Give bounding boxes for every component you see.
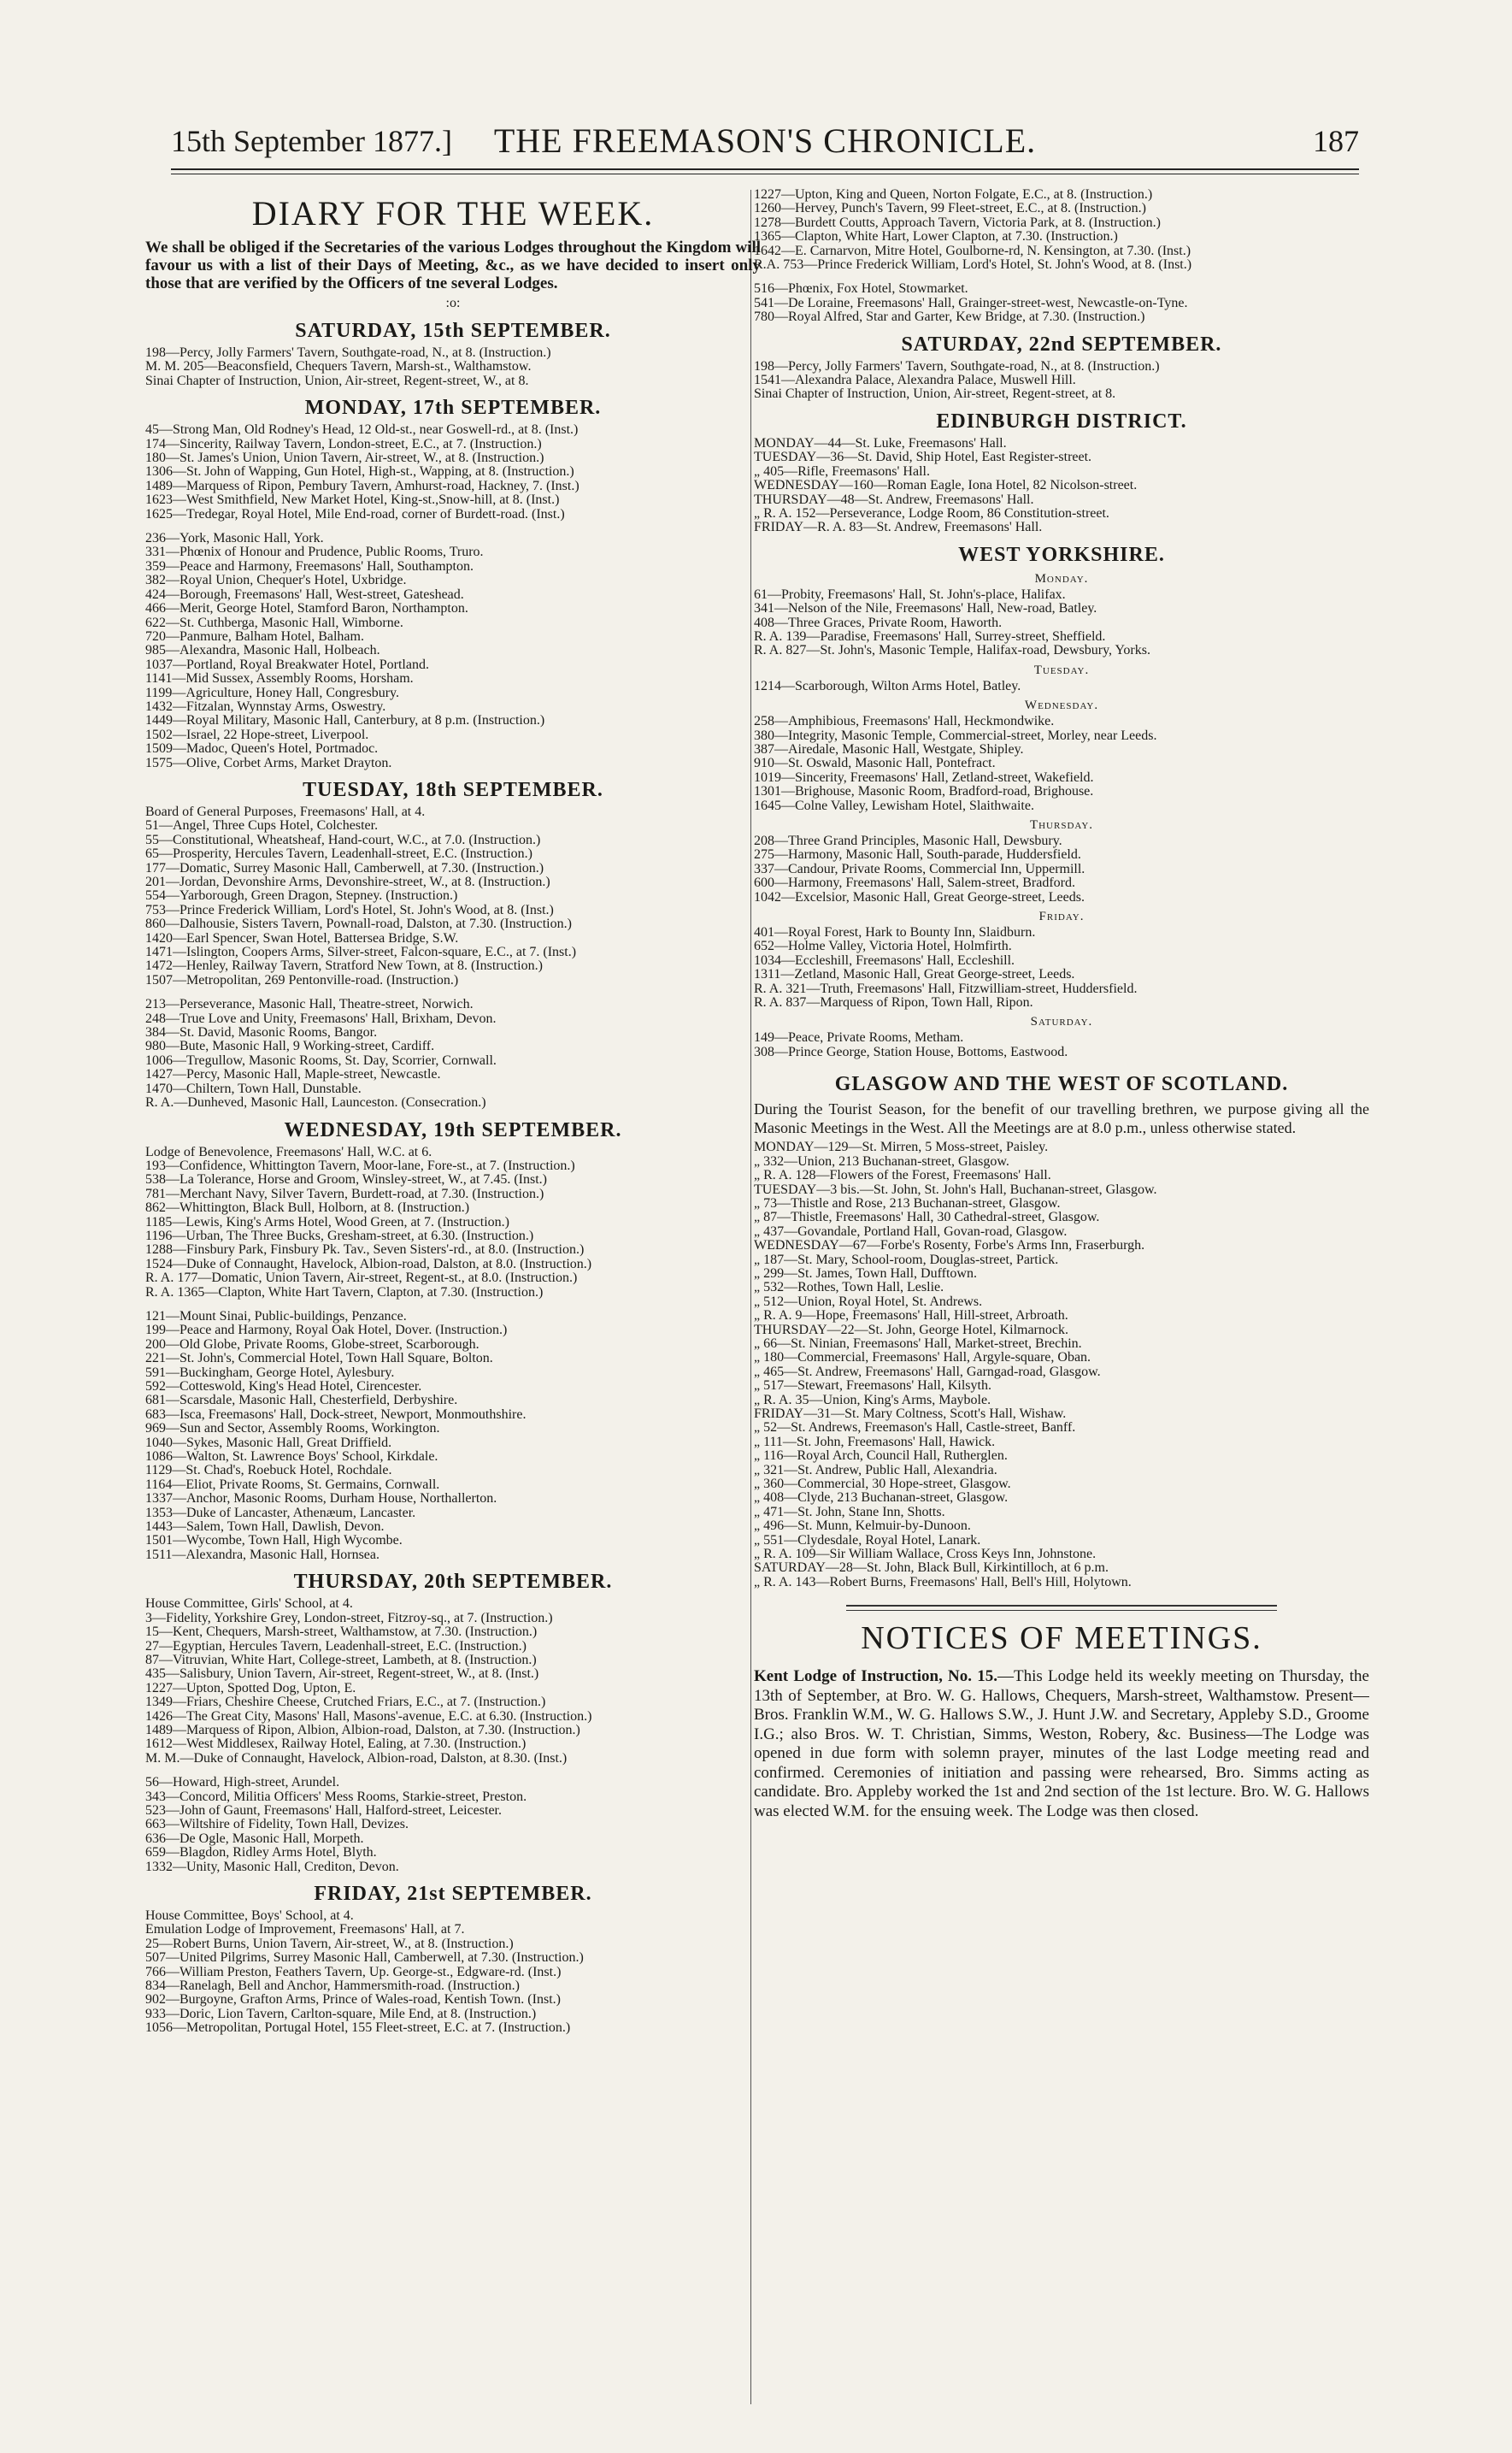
lodge-entry: 780—Royal Alfred, Star and Garter, Kew Bridge, at 7.30. (Instruction.) (754, 310, 1145, 325)
lodge-entry: „ 116—Royal Arch, Council Hall, Rutherglen. (754, 1449, 1008, 1464)
lodge-entry: 331—Phœnix of Honour and Prudence, Public Rooms, Truro. (145, 545, 484, 560)
lodge-entry: 1141—Mid Sussex, Assembly Rooms, Horsham. (145, 672, 414, 687)
lodge-entry: 834—Ranelagh, Bell and Anchor, Hammersmith-road. (Instruction.) (145, 1979, 520, 1994)
lodge-entry: 1426—The Great City, Masons' Hall, Masons'-avenue, E.C. at 6.30. (Instruction.) (145, 1709, 592, 1724)
lodge-entry: Lodge of Benevolence, Freemasons' Hall, W.C. at 6. (145, 1145, 432, 1159)
notice-kent-lodge (754, 1667, 1369, 1821)
lodge-entry: 1311—Zetland, Masonic Hall, Great George-street, Leeds. (754, 968, 1075, 982)
lodge-entry: 1056—Metropolitan, Portugal Hotel, 155 Fleet-street, E.C. at 7. (Instruction.) (145, 2021, 571, 2036)
diary-days (145, 320, 761, 2036)
lodge-entry: 1037—Portland, Royal Breakwater Hotel, Portland. (145, 657, 429, 672)
lodge-entry: 61—Probity, Freemasons' Hall, St. John's-place, Halifax. (754, 587, 1066, 602)
edinburgh-entries (754, 437, 1369, 535)
continued-entries (754, 188, 1369, 272)
left-column (145, 188, 761, 2428)
lodge-entry: 359—Peace and Harmony, Freemasons' Hall, Southampton. (145, 559, 474, 574)
lodge-entry: 720—Panmure, Balham Hotel, Balham. (145, 629, 364, 644)
lodge-entry: Board of General Purposes, Freemasons' Hall, at 4. (145, 805, 426, 819)
lodge-entry: 198—Percy, Jolly Farmers' Tavern, Southgate-road, N., at 8. (Instruction.) (145, 346, 551, 360)
lodge-entry: 592—Cotteswold, King's Head Hotel, Cirencester. (145, 1380, 422, 1394)
lodge-entry: „ 299—St. James, Town Hall, Dufftown. (754, 1266, 977, 1281)
lodge-entry: 663—Wiltshire of Fidelity, Town Hall, Devizes. (145, 1818, 409, 1832)
weekday-subheading: Tuesday. (1033, 663, 1090, 677)
lodge-entry: 753—Prince Frederick William, Lord's Hotel, St. John's Wood, at 8. (Inst.) (145, 903, 554, 917)
day-heading: FRIDAY, 21st SEPTEMBER. (314, 1883, 592, 1905)
lodge-entry: 1432—Fitzalan, Wynnstay Arms, Oswestry. (145, 699, 386, 714)
saturday-22-entries (754, 360, 1369, 402)
weekday-subheading: Wednesday. (1024, 699, 1099, 713)
lodge-entry: TUESDAY—36—St. David, Ship Hotel, East Register-street. (754, 451, 1092, 465)
lodge-entry: M. M. 205—Beaconsfield, Chequers Tavern, Marsh-st., Walthamstow. (145, 360, 532, 374)
lodge-entry: 87—Vitruvian, White Hart, College-street, Lambeth, at 8. (Instruction.) (145, 1653, 537, 1667)
lodge-entry: „ 551—Clydesdale, Royal Hotel, Lanark. (754, 1533, 981, 1548)
lodge-entry: TUESDAY—3 bis.—St. John, St. John's Hall, Buchanan-street, Glasgow. (754, 1182, 1157, 1197)
spacer (145, 1766, 761, 1776)
lodge-entry: 174—Sincerity, Railway Tavern, London-street, E.C., at 7. (Instruction.) (145, 437, 542, 451)
lodge-entry: 149—Peace, Private Rooms, Metham. (754, 1031, 964, 1046)
lodge-entry: 401—Royal Forest, Hark to Bounty Inn, Slaidburn. (754, 926, 1036, 941)
lodge-entry: House Committee, Boys' School, at 4. (145, 1909, 354, 1923)
lodge-entry: 1227—Upton, King and Queen, Norton Folgate, E.C., at 8. (Instruction.) (754, 188, 1153, 202)
lodge-entry: SATURDAY—28—St. John, Black Bull, Kirkintilloch, at 6 p.m. (754, 1561, 1109, 1576)
weekday-subheading: Thursday. (1029, 818, 1094, 832)
lodge-entry: 969—Sun and Sector, Assembly Rooms, Workington. (145, 1422, 440, 1436)
lodge-entry: 1164—Eliot, Private Rooms, St. Germains, Cornwall. (145, 1477, 440, 1492)
lodge-entry: 466—Merit, George Hotel, Stamford Baron, Northampton. (145, 602, 468, 616)
lodge-entry: 1260—Hervey, Punch's Tavern, 99 Fleet-street, E.C., at 8. (Instruction.) (754, 202, 1146, 216)
lodge-entry: 554—Yarborough, Green Dragon, Stepney. (Instruction.) (145, 889, 458, 904)
lodge-entry: 538—La Tolerance, Horse and Groom, Winsley-street, W., at 7.45. (Inst.) (145, 1173, 547, 1188)
lodge-entry: 177—Domatic, Surrey Masonic Hall, Camberwell, at 7.30. (Instruction.) (145, 861, 544, 876)
lodge-entry: „ 512—Union, Royal Hotel, St. Andrews. (754, 1294, 983, 1309)
weekday-subheading: Saturday. (1030, 1015, 1093, 1029)
lodge-entry: M. M.—Duke of Connaught, Havelock, Albion-road, Dalston, at 8.30. (Inst.) (145, 1751, 568, 1766)
lodge-entry: 781—Merchant Navy, Silver Tavern, Burdett-road, at 7.30. (Instruction.) (145, 1187, 544, 1201)
west-yorkshire-entries (754, 572, 1369, 1060)
lodge-entry: „ 360—Commercial, 30 Hope-street, Glasgow. (754, 1477, 1011, 1492)
lodge-entry: „ R. A. 35—Union, King's Arms, Maybole. (754, 1393, 991, 1407)
section-rule-thin (846, 1610, 1277, 1611)
lodge-entry: 1086—Walton, St. Lawrence Boys' School, Kirkdale. (145, 1450, 438, 1465)
diary-notice: We shall be obliged if the Secretaries of the various Lodges throughout the Kingdom will favour us with a list of their Days of Meeting, &c., as we have decided to insert only those that are verified by the Officers of tne several Lodges. (145, 239, 761, 292)
lodge-entry: „ 66—St. Ninian, Freemasons' Hall, Market-street, Brechin. (754, 1336, 1082, 1351)
lodge-entry: 1645—Colne Valley, Lewisham Hotel, Slaithwaite. (754, 799, 1034, 813)
lodge-entry: 337—Candour, Private Rooms, Commercial Inn, Uppermill. (754, 862, 1085, 876)
lodge-entry: 1420—Earl Spencer, Swan Hotel, Battersea Bridge, S.W. (145, 931, 459, 946)
lodge-entry: 1501—Wycombe, Town Hall, High Wycombe. (145, 1534, 403, 1548)
lodge-entry: 1199—Agriculture, Honey Hall, Congresbury. (145, 686, 399, 700)
lodge-entry: 1185—Lewis, King's Arms Hotel, Wood Green, at 7. (Instruction.) (145, 1215, 509, 1229)
lodge-entry: 1196—Urban, The Three Bucks, Gresham-street, at 6.30. (Instruction.) (145, 1229, 534, 1243)
lodge-entry: 1288—Finsbury Park, Finsbury Pk. Tav., Seven Sisters'-rd., at 8.0. (Instruction.) (145, 1243, 585, 1258)
lodge-entry: 1502—Israel, 22 Hope-street, Liverpool. (145, 728, 369, 742)
lodge-entry: 380—Integrity, Masonic Temple, Commercial-street, Morley, near Leeds. (754, 728, 1157, 743)
lodge-entry: „ 87—Thistle, Freemasons' Hall, 30 Cathedral-street, Glasgow. (754, 1211, 1100, 1225)
lodge-entry: 1489—Marquess of Ripon, Pembury Tavern, Amhurst-road, Hackney, 7. (Inst.) (145, 479, 580, 493)
lodge-entry: 382—Royal Union, Chequer's Hotel, Uxbridge. (145, 574, 407, 588)
lodge-entry: 985—Alexandra, Masonic Hall, Holbeach. (145, 644, 380, 658)
day-heading: WEDNESDAY, 19th SEPTEMBER. (284, 1118, 622, 1141)
lodge-entry: 201—Jordan, Devonshire Arms, Devonshire-street, W., at 8. (Instruction.) (145, 876, 550, 889)
publication-title: THE FREEMASON'S CHRONICLE. (493, 121, 1037, 160)
lodge-entry: 933—Doric, Lion Tavern, Carlton-square, Mile End, at 8. (Instruction.) (145, 2007, 537, 2021)
lodge-entry: 600—Harmony, Freemasons' Hall, Salem-street, Bradford. (754, 876, 1075, 891)
lodge-entry: 1625—Tredegar, Royal Hotel, Mile End-road, corner of Burdett-road. (Inst.) (145, 507, 565, 522)
lodge-entry: 221—St. John's, Commercial Hotel, Town Hall Square, Bolton. (145, 1352, 493, 1366)
lodge-entry: 1472—Henley, Railway Tavern, Stratford New Town, at 8. (Instruction.) (145, 959, 543, 974)
day-heading: MONDAY, 17th SEPTEMBER. (304, 397, 602, 420)
lodge-entry: „ 405—Rifle, Freemasons' Hall. (754, 464, 930, 479)
lodge-entry: 387—Airedale, Masonic Hall, Westgate, Shipley. (754, 742, 1024, 757)
lodge-entry: „ 496—St. Munn, Kelmuir-by-Dunoon. (754, 1519, 971, 1534)
lodge-entry: 1489—Marquess of Ripon, Albion, Albion-road, Dalston, at 7.30. (Instruction.) (145, 1723, 580, 1737)
lodge-entry: „ 437—Govandale, Portland Hall, Govan-road, Glasgow. (754, 1224, 1068, 1239)
lodge-entry: 248—True Love and Unity, Freemasons' Hall, Brixham, Devon. (145, 1011, 497, 1026)
lodge-entry: „ 471—St. John, Stane Inn, Shotts. (754, 1505, 945, 1519)
lodge-entry: 1507—Metropolitan, 269 Pentonville-road. (Instruction.) (145, 973, 459, 988)
lodge-entry: 659—Blagdon, Ridley Arms Hotel, Blyth. (145, 1846, 377, 1860)
lodge-entry: 1301—Brighouse, Masonic Room, Bradford-road, Brighouse. (754, 785, 1094, 799)
lodge-entry: 384—St. David, Masonic Rooms, Bangor. (145, 1026, 378, 1041)
lodge-entry: 523—John of Gaunt, Freemasons' Hall, Halford-street, Leicester. (145, 1803, 502, 1818)
lodge-entry: 622—St. Cuthberga, Masonic Hall, Wimborne. (145, 616, 403, 630)
page-header (171, 120, 1359, 164)
lodge-entry: „ R. A. 152—Perseverance, Lodge Room, 86 Constitution-street. (754, 506, 1109, 521)
lodge-entry: 1623—West Smithfield, New Market Hotel, King-st.,Snow-hill, at 8. (Inst.) (145, 493, 560, 508)
lodge-entry: 408—Three Graces, Private Room, Haworth. (754, 616, 1003, 630)
lodge-entry: 1443—Salem, Town Hall, Dawlish, Devon. (145, 1520, 385, 1535)
lodge-entry: THURSDAY—22—St. John, George Hotel, Kilmarnock. (754, 1323, 1068, 1337)
lodge-entry: 200—Old Globe, Private Rooms, Globe-street, Scarborough. (145, 1337, 479, 1352)
lodge-entry: 1278—Burdett Coutts, Approach Tavern, Victoria Park, at 8. (Instruction.) (754, 215, 1161, 230)
lodge-entry: 199—Peace and Harmony, Royal Oak Hotel, Dover. (Instruction.) (145, 1324, 508, 1338)
lodge-entry: 766—William Preston, Feathers Tavern, Up. George-st., Edgware-rd. (Inst.) (145, 1965, 562, 1979)
notice-lead: Kent Lodge of Instruction, No. 15. (754, 1667, 997, 1686)
lodge-entry: 275—Harmony, Masonic Hall, South-parade, Huddersfield. (754, 848, 1081, 863)
lodge-entry: MONDAY—44—St. Luke, Freemasons' Hall. (754, 436, 1007, 451)
lodge-entry: 343—Concord, Militia Officers' Mess Rooms, Starkie-street, Preston. (145, 1790, 527, 1804)
lodge-entry: 1040—Sykes, Masonic Hall, Great Driffield. (145, 1436, 392, 1450)
continued-entries-provincial (754, 282, 1369, 324)
lodge-entry: 1511—Alexandra, Masonic Hall, Hornsea. (145, 1548, 379, 1562)
lodge-entry: 1470—Chiltern, Town Hall, Dunstable. (145, 1082, 362, 1096)
lodge-entry: „ 187—St. Mary, School-room, Douglas-street, Partick. (754, 1253, 1059, 1267)
spacer (754, 272, 1369, 282)
lodge-entry: FRIDAY—R. A. 83—St. Andrew, Freemasons' Hall. (754, 521, 1043, 535)
lodge-entry: 435—Salisbury, Union Tavern, Air-street, Regent-street, W., at 8. (Inst.) (145, 1667, 539, 1682)
lodge-entry: 1524—Duke of Connaught, Havelock, Albion-road, Dalston, at 8.0. (Instruction.) (145, 1257, 592, 1271)
lodge-entry: THURSDAY—48—St. Andrew, Freemasons' Hall. (754, 492, 1034, 507)
day-heading: SATURDAY, 15th SEPTEMBER. (295, 320, 611, 342)
lodge-entry: 25—Robert Burns, Union Tavern, Air-street, W., at 8. (Instruction.) (145, 1937, 514, 1951)
lodge-entry: 1365—Clapton, White Hart, Lower Clapton, at 7.30. (Instruction.) (754, 230, 1118, 245)
lodge-entry: 65—Prosperity, Hercules Tavern, Leadenhall-street, E.C. (Instruction.) (145, 847, 532, 862)
lodge-entry: 902—Burgoyne, Grafton Arms, Prince of Wales-road, Kentish Town. (Inst.) (145, 1993, 561, 2008)
lodge-entry: 652—Holme Valley, Victoria Hotel, Holmfirth. (754, 940, 1012, 954)
lodge-entry: „ R. A. 143—Robert Burns, Freemasons' Hall, Bell's Hill, Holytown. (754, 1575, 1132, 1589)
lodge-entry: R. A.—Dunheved, Masonic Hall, Launceston. (Consecration.) (145, 1096, 486, 1111)
lodge-entry: „ R. A. 109—Sir William Wallace, Cross Keys Inn, Johnstone. (754, 1548, 1097, 1562)
lodge-entry: 121—Mount Sinai, Public-buildings, Penzance. (145, 1309, 407, 1324)
lodge-entry: R. A. 837—Marquess of Ripon, Town Hall, Ripon. (754, 996, 1033, 1011)
west-yorkshire-title: WEST YORKSHIRE. (958, 543, 1165, 566)
lodge-entry: 1449—Royal Military, Masonic Hall, Canterbury, at 8 p.m. (Instruction.) (145, 714, 545, 728)
lodge-entry: 1471—Islington, Coopers Arms, Silver-street, Falcon-square, E.C., at 7. (Inst.) (145, 946, 577, 960)
spacer (145, 522, 761, 532)
glasgow-title: GLASGOW AND THE WEST OF SCOTLAND. (834, 1073, 1289, 1096)
lodge-entry: FRIDAY—31—St. Mary Coltness, Scott's Hall, Wishaw. (754, 1407, 1067, 1421)
lodge-entry: 1337—Anchor, Masonic Rooms, Durham House, Northallerton. (145, 1492, 497, 1507)
lodge-entry: 1034—Eccleshill, Freemasons' Hall, Eccleshill. (754, 953, 1015, 968)
weekday-subheading: Friday. (1038, 910, 1085, 924)
lodge-entry: House Committee, Girls' School, at 4. (145, 1597, 353, 1612)
lodge-entry: 1332—Unity, Masonic Hall, Crediton, Devon. (145, 1860, 399, 1874)
lodge-entry: 541—De Loraine, Freemasons' Hall, Grainger-street-west, Newcastle-on-Tyne. (754, 296, 1188, 310)
lodge-entry: R. A. 177—Domatic, Union Tavern, Air-street, Regent-st., at 8.0. (Instruction.) (145, 1271, 578, 1286)
lodge-entry: R. A. 827—St. John's, Masonic Temple, Halifax-road, Dewsbury, Yorks. (754, 644, 1150, 658)
lodge-entry: R.A. 753—Prince Frederick William, Lord's Hotel, St. John's Wood, at 8. (Inst.) (754, 258, 1192, 273)
lodge-entry: „ 465—St. Andrew, Freemasons' Hall, Garngad-road, Glasgow. (754, 1365, 1101, 1379)
lodge-entry: 1353—Duke of Lancaster, Athenæum, Lancaster. (145, 1506, 416, 1520)
lodge-entry: R. A. 1365—Clapton, White Hart Tavern, Clapton, at 7.30. (Instruction.) (145, 1285, 544, 1300)
spacer (145, 988, 761, 998)
lodge-entry: „ 73—Thistle and Rose, 213 Buchanan-street, Glasgow. (754, 1196, 1061, 1211)
edinburgh-title: EDINBURGH DISTRICT. (936, 410, 1187, 433)
lodge-entry: 1042—Excelsior, Masonic Hall, Great George-street, Leeds. (754, 890, 1085, 905)
lodge-entry: „ 321—St. Andrew, Public Hall, Alexandria. (754, 1463, 997, 1477)
lodge-entry: 1349—Friars, Cheshire Cheese, Crutched Friars, E.C., at 7. (Instruction.) (145, 1695, 546, 1710)
lodge-entry: 3—Fidelity, Yorkshire Grey, London-street, Fitzroy-sq., at 7. (Instruction.) (145, 1611, 553, 1625)
lodge-entry: „ 532—Rothes, Town Hall, Leslie. (754, 1281, 944, 1295)
lodge-entry: „ 517—Stewart, Freemasons' Hall, Kilsyth. (754, 1379, 991, 1394)
lodge-entry: 341—Nelson of the Nile, Freemasons' Hall, New-road, Batley. (754, 602, 1097, 616)
lodge-entry: 198—Percy, Jolly Farmers' Tavern, Southgate-road, N., at 8. (Instruction.) (754, 359, 1160, 374)
lodge-entry: R. A. 321—Truth, Freemasons' Hall, Fitzwilliam-street, Huddersfield. (754, 982, 1138, 996)
lodge-entry: 424—Borough, Freemasons' Hall, West-street, Gateshead. (145, 587, 464, 602)
lodge-entry: 860—Dalhousie, Sisters Tavern, Pownall-road, Dalston, at 7.30. (Instruction.) (145, 917, 572, 932)
right-column (754, 188, 1369, 2428)
lodge-entry: „ R. A. 128—Flowers of the Forest, Freemasons' Hall. (754, 1169, 1051, 1183)
section-rule (846, 1605, 1277, 1607)
lodge-entry: 193—Confidence, Whittington Tavern, Moor-lane, Fore-st., at 7. (Instruction.) (145, 1159, 575, 1173)
lodge-entry: 1306—St. John of Wapping, Gun Hotel, High-st., Wapping, at 8. (Instruction.) (145, 465, 574, 480)
lodge-entry: 1006—Tregullow, Masonic Rooms, St. Day, Scorrier, Cornwall. (145, 1053, 497, 1068)
lodge-entry: 1129—St. Chad's, Roebuck Hotel, Rochdale. (145, 1464, 392, 1478)
lodge-entry: 1227—Upton, Spotted Dog, Upton, E. (145, 1681, 356, 1695)
lodge-entry: 45—Strong Man, Old Rodney's Head, 12 Old-st., near Goswell-rd., at 8. (Inst.) (145, 423, 579, 438)
lodge-entry: 910—St. Oswald, Masonic Hall, Pontefract. (754, 757, 996, 771)
saturday-22-title: SATURDAY, 22nd SEPTEMBER. (901, 333, 1222, 356)
day-heading: THURSDAY, 20th SEPTEMBER. (293, 1571, 613, 1594)
lodge-entry: 1427—Percy, Masonic Hall, Maple-street, Newcastle. (145, 1068, 441, 1082)
lodge-entry: Sinai Chapter of Instruction, Union, Air-street, Regent-street, W., at 8. (145, 374, 529, 388)
notice-body: —This Lodge held its weekly meeting on Thursday, the 13th of September, at Bro. W. G. Hallows, Chequers, Marsh-street, Walthamstow. Present—Bros. Franklin W.M., W. G. Hallows S.W., J. Hunt J.W. and Secretary, Appleby S.D., Groome I.G.; also Bros. W. T. Christian, Simms, Weston, Robery, &c. Business—The Lodge was opened in due form with solemn prayer, minutes of the last Lodge meeting read and confirmed. Ceremonies of initiation and passing were rehearsed, Bro. Simms acting as candidate. Bro. Appleby worked the 1st and 2nd section of the 1st lecture. Bro. W. G. Hallows was elected W.M. for the ensuing week. The Lodge was then closed. (754, 1667, 1369, 1820)
lodge-entry: 258—Amphibious, Freemasons' Hall, Heckmondwike. (754, 715, 1055, 729)
lodge-entry: MONDAY—129—St. Mirren, 5 Moss-street, Paisley. (754, 1141, 1049, 1155)
lodge-entry: 683—Isca, Freemasons' Hall, Dock-street, Newport, Monmouthshire. (145, 1407, 527, 1422)
lodge-entry: 980—Bute, Masonic Hall, 9 Working-street, Cardiff. (145, 1040, 435, 1054)
lodge-entry: „ R. A. 9—Hope, Freemasons' Hall, Hill-street, Arbroath. (754, 1309, 1068, 1324)
header-rule-thick (171, 168, 1359, 170)
lodge-entry: 1575—Olive, Corbet Arms, Market Drayton. (145, 756, 392, 770)
lodge-entry: 27—Egyptian, Hercules Tavern, Leadenhall-street, E.C. (Instruction.) (145, 1639, 527, 1654)
glasgow-intro: During the Tourist Season, for the benefit of our travelling brethren, we purpose giving all the Masonic Meetings in the West. All the Meetings are at 8.0 p.m., unless otherwise stated. (754, 1100, 1369, 1137)
lodge-entry: 208—Three Grand Principles, Masonic Hall, Dewsbury. (754, 834, 1062, 848)
weekday-subheading: Monday. (1034, 571, 1089, 586)
lodge-entry: 636—De Ogle, Masonic Hall, Morpeth. (145, 1831, 364, 1846)
notices-title: NOTICES OF MEETINGS. (861, 1620, 1262, 1657)
lodge-entry: „ 52—St. Andrews, Freemason's Hall, Castle-street, Banff. (754, 1421, 1076, 1436)
lodge-entry: 681—Scarsdale, Masonic Hall, Chesterfield, Derbyshire. (145, 1394, 458, 1408)
lodge-entry: 1612—West Middlesex, Railway Hotel, Ealing, at 7.30. (Instruction.) (145, 1737, 527, 1752)
diary-divider: :o: (445, 296, 461, 310)
lodge-entry: „ 332—Union, 213 Buchanan-street, Glasgow. (754, 1154, 1009, 1169)
lodge-entry: 236—York, Masonic Hall, York. (145, 532, 324, 546)
lodge-entry: 55—Constitutional, Wheatsheaf, Hand-court, W.C., at 7.0. (Instruction.) (145, 833, 541, 847)
spacer (145, 1300, 761, 1310)
day-heading: TUESDAY, 18th SEPTEMBER. (303, 778, 603, 801)
lodge-entry: WEDNESDAY—67—Forbe's Rosenty, Forbe's Arms Inn, Fraserburgh. (754, 1239, 1145, 1253)
lodge-entry: 1541—Alexandra Palace, Alexandra Palace, Muswell Hill. (754, 374, 1076, 388)
lodge-entry: 51—Angel, Three Cups Hotel, Colchester. (145, 819, 379, 834)
lodge-entry: 1214—Scarborough, Wilton Arms Hotel, Batley. (754, 679, 1021, 693)
page-number: 187 (1313, 124, 1359, 158)
lodge-entry: WEDNESDAY—160—Roman Eagle, Iona Hotel, 82 Nicolson-street. (754, 479, 1138, 493)
lodge-entry: Emulation Lodge of Improvement, Freemasons' Hall, at 7. (145, 1923, 465, 1937)
lodge-entry: 1642—E. Carnarvon, Mitre Hotel, Goulborne-rd, N. Kensington, at 7.30. (Inst.) (754, 244, 1191, 258)
lodge-entry: R. A. 139—Paradise, Freemasons' Hall, Surrey-street, Sheffield. (754, 629, 1106, 644)
lodge-entry: 591—Buckingham, George Hotel, Aylesbury. (145, 1365, 395, 1380)
lodge-entry: 15—Kent, Chequers, Marsh-street, Walthamstow, at 7.30. (Instruction.) (145, 1625, 538, 1640)
lodge-entry: „ 111—St. John, Freemasons' Hall, Hawick. (754, 1435, 996, 1449)
lodge-entry: 56—Howard, High-street, Arundel. (145, 1776, 340, 1790)
lodge-entry: 1019—Sincerity, Freemasons' Hall, Zetland-street, Wakefield. (754, 770, 1094, 785)
lodge-entry: „ 180—Commercial, Freemasons' Hall, Argyle-square, Oban. (754, 1351, 1091, 1365)
issue-date: 15th September 1877.] (171, 124, 452, 158)
lodge-entry: „ 408—Clyde, 213 Buchanan-street, Glasgow. (754, 1491, 1009, 1506)
lodge-entry: 308—Prince George, Station House, Bottoms, Eastwood. (754, 1045, 1068, 1059)
lodge-entry: 213—Perseverance, Masonic Hall, Theatre-street, Norwich. (145, 998, 474, 1012)
lodge-entry: 862—Whittington, Black Bull, Holborn, at 8. (Instruction.) (145, 1201, 470, 1216)
lodge-entry: 180—St. James's Union, Union Tavern, Air-street, W., at 8. (Instruction.) (145, 451, 544, 466)
diary-title: DIARY FOR THE WEEK. (251, 194, 655, 233)
lodge-entry: Sinai Chapter of Instruction, Union, Air-street, Regent-street, at 8. (754, 387, 1116, 402)
lodge-entry: 507—United Pilgrims, Surrey Masonic Hall, Camberwell, at 7.30. (Instruction.) (145, 1951, 584, 1966)
glasgow-entries (754, 1141, 1369, 1589)
lodge-entry: 516—Phœnix, Fox Hotel, Stowmarket. (754, 282, 968, 297)
lodge-entry: 1509—Madoc, Queen's Hotel, Portmadoc. (145, 742, 379, 757)
